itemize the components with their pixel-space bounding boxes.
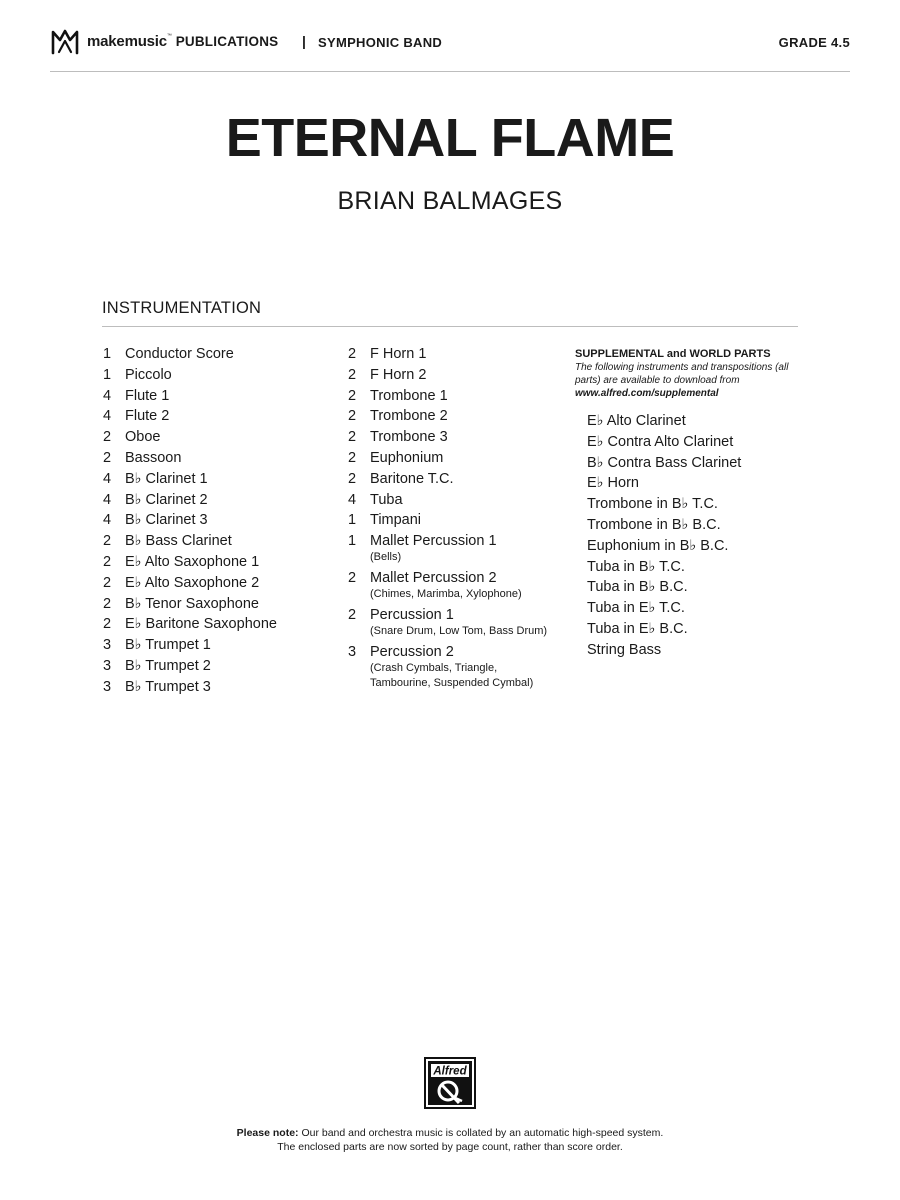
part-name: Flute 1 [125,387,170,404]
part-quantity: 1 [103,346,112,362]
part-row [103,387,333,405]
part-row [348,449,548,467]
part-row [348,606,548,640]
page-title: ETERNAL FLAME [225,108,675,168]
part-name: E♭ Alto Saxophone 2 [125,574,260,591]
part-row [348,387,548,405]
part-row [348,407,548,425]
supplemental-item: B♭ Contra Bass Clarinet [587,454,742,471]
part-quantity: 1 [103,366,112,383]
part-name: B♭ Bass Clarinet [125,533,232,550]
part-name: Piccolo [125,366,172,383]
part-row [103,657,333,675]
part-row [103,407,333,425]
supplemental-parts [575,347,795,662]
part-quantity: 4 [103,387,112,404]
part-row [348,643,548,692]
part-name: Trombone 3 [370,429,448,446]
part-quantity: 2 [348,346,357,362]
part-name: F Horn 1 [370,346,427,362]
part-quantity: 4 [348,491,357,508]
supplemental-item: Tuba in B♭ T.C. [587,558,685,575]
footer-line-1 [0,1126,900,1140]
part-row [348,345,548,363]
part-row [103,511,333,529]
part-name: B♭ Clarinet 3 [125,512,208,529]
part-row [103,345,333,363]
part-row [103,470,333,488]
supplemental-item: Tuba in B♭ B.C. [587,579,688,596]
part-quantity: 4 [103,512,112,529]
supplemental-item: E♭ Contra Alto Clarinet [587,433,734,450]
part-row [103,491,333,509]
part-quantity: 3 [103,657,112,674]
part-row [348,428,548,446]
part-name: Bassoon [125,449,182,466]
footer-line-1-text: Our band and orchestra music is collated by an automatic high-speed system. [301,1127,664,1139]
footer-lead: Please note: [236,1127,299,1139]
brand-publications: PUBLICATIONS [175,34,279,49]
part-quantity: 2 [348,606,357,623]
instrumentation-column-1 [103,345,333,699]
part-quantity: 4 [103,470,112,487]
part-row [348,366,548,384]
part-quantity: 3 [348,643,357,660]
supplemental-item: String Bass [587,641,662,658]
instrumentation-divider [102,326,798,327]
part-quantity: 2 [103,595,112,612]
part-name: B♭ Tenor Saxophone [125,595,259,612]
part-name: Tuba [370,491,403,508]
part-name: E♭ Baritone Saxophone [125,616,277,633]
part-name: Percussion 2 [370,643,454,660]
supplemental-url: www.alfred.com/supplemental [575,388,719,399]
supplemental-list [587,412,795,659]
composer-name: BRIAN BALMAGES [337,187,563,215]
supplemental-item: E♭ Horn [587,475,639,492]
part-name: Euphonium [370,449,444,466]
part-quantity: 2 [348,449,357,466]
part-quantity: 2 [103,553,112,570]
instrumentation-column-2 [348,345,548,694]
instrumentation-heading: INSTRUMENTATION [102,299,262,317]
part-row [103,553,333,571]
part-name: Mallet Percussion 2 [370,569,497,586]
part-quantity: 2 [348,470,357,487]
part-quantity: 2 [103,449,112,466]
supplemental-title: SUPPLEMENTAL and WORLD PARTS [575,348,771,360]
part-row [103,595,333,613]
part-name: B♭ Trumpet 3 [125,678,211,695]
supplemental-item: Trombone in B♭ B.C. [587,516,721,533]
brand-name [87,33,278,50]
part-name: B♭ Trumpet 1 [125,637,211,654]
alfred-logo [424,1057,476,1109]
part-note: (Crash Cymbals, Triangle, Tambourine, Suspended Cymbal) [370,661,534,689]
supplemental-item: Trombone in B♭ T.C. [587,496,718,513]
part-name: F Horn 2 [370,366,427,383]
part-quantity: 2 [103,574,112,591]
part-note: (Snare Drum, Low Tom, Bass Drum) [370,624,548,637]
part-row [103,615,333,633]
footer-note [0,1126,900,1154]
supplemental-item: Tuba in E♭ B.C. [587,620,688,637]
part-row [103,366,333,384]
trademark-mark: ™ [166,33,172,39]
supplemental-item: E♭ Alto Clarinet [587,413,686,429]
part-name: Percussion 1 [370,606,454,623]
part-name: B♭ Clarinet 1 [125,470,208,487]
part-row [348,491,548,509]
part-row [103,636,333,654]
part-row [103,428,333,446]
part-name: B♭ Trumpet 2 [125,657,211,674]
part-row [103,449,333,467]
part-quantity: 2 [103,429,112,446]
part-name: Mallet Percussion 1 [370,533,497,550]
series-label: SYMPHONIC BAND [318,35,443,50]
grade-label: GRADE 4.5 [778,35,850,50]
part-quantity: 1 [348,512,357,529]
part-quantity: 1 [348,533,357,550]
alfred-logo-text: Alfred [433,1065,467,1078]
footer-line-2: The enclosed parts are now sorted by page count, rather than score order. [277,1141,623,1153]
part-row [348,470,548,488]
part-name: Timpani [370,512,422,529]
part-quantity: 3 [103,678,112,695]
page-header [50,26,850,56]
part-quantity: 2 [348,387,357,404]
part-quantity: 3 [103,637,112,654]
supplemental-item: Tuba in E♭ T.C. [587,600,685,617]
part-row [348,511,548,529]
brand-text: makemusic [87,33,167,50]
part-quantity: 2 [348,408,357,425]
header-divider [50,71,850,72]
part-name: Conductor Score [125,346,234,362]
part-name: Flute 2 [125,408,170,425]
part-name: E♭ Alto Saxophone 1 [125,553,260,570]
supplemental-description: The following instruments and transpositions (all parts) are available to download from [575,362,789,386]
part-row [103,532,333,550]
part-name: Trombone 2 [370,408,448,425]
part-row [348,532,548,566]
part-note: (Chimes, Marimba, Xylophone) [370,587,522,600]
part-quantity: 2 [348,366,357,383]
makemusic-logo-icon [50,28,80,56]
part-quantity: 4 [103,408,112,425]
part-row [103,678,333,696]
part-note: (Bells) [370,551,402,564]
part-name: Trombone 1 [370,387,448,404]
part-name: B♭ Clarinet 2 [125,491,208,508]
part-row [103,574,333,592]
header-separator: | [302,33,306,49]
part-quantity: 2 [103,616,112,633]
part-row [348,569,548,603]
part-quantity: 2 [348,429,357,446]
supplemental-item: Euphonium in B♭ B.C. [587,537,729,554]
part-quantity: 2 [103,533,112,550]
part-quantity: 2 [348,569,357,586]
part-name: Oboe [125,429,161,446]
part-name: Baritone T.C. [370,470,454,487]
part-quantity: 4 [103,491,112,508]
